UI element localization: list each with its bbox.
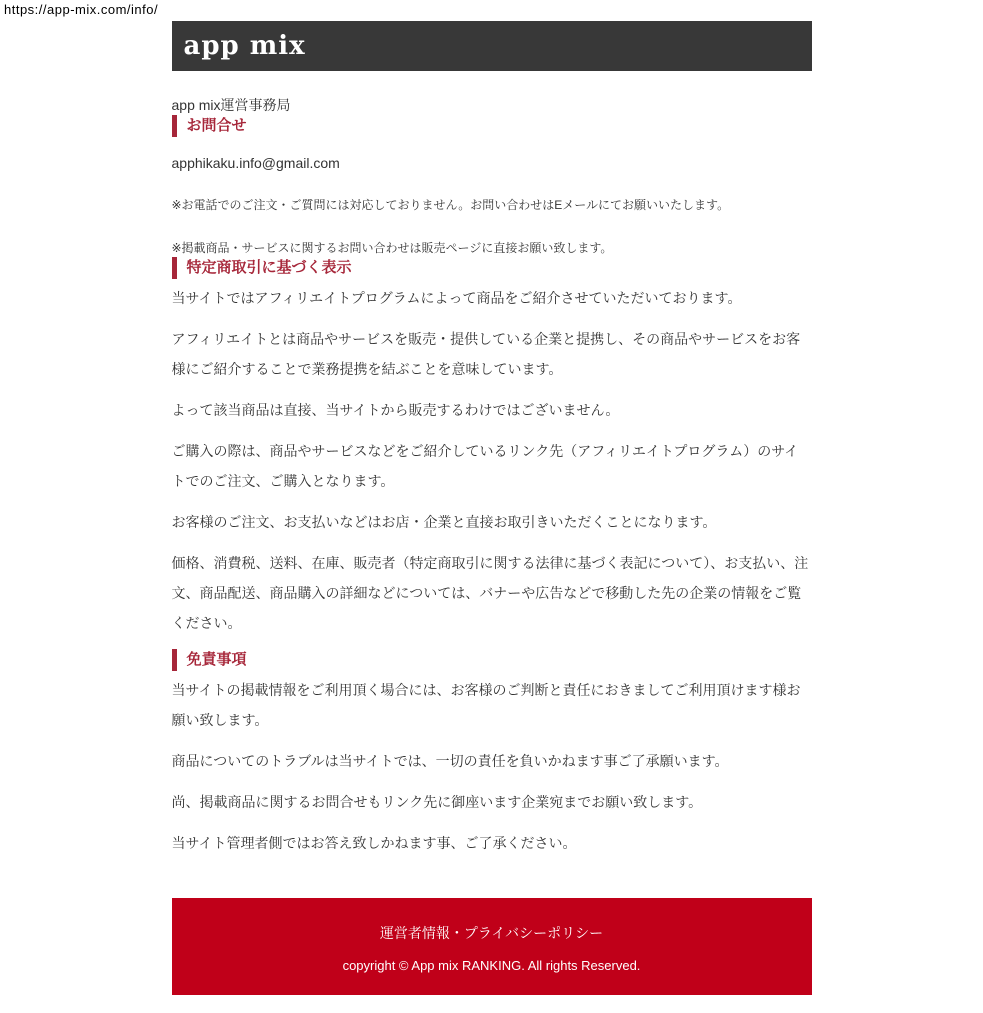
site-title-link[interactable]: app mix bbox=[183, 31, 306, 61]
disclaimer-body bbox=[172, 675, 812, 858]
contact-note: ※お電話でのご注文・ご質問には対応しておりません。お問い合わせはEメールにてお願いいたします。 bbox=[171, 198, 730, 212]
section-heading-disclaimer: 免責事項 bbox=[172, 649, 812, 671]
paragraph: 尚、掲載商品に関するお問合せもリンク先に御座います企業宛までお願い致します。 bbox=[171, 793, 703, 810]
paragraph: 価格、消費税、送料、在庫、販売者（特定商取引に関する法律に基づく表記について）、お支払い、注文、商品配送、商品購入の詳細などについては、バナーや広告などで移動した先の企業の情報をご覧ください。 bbox=[171, 554, 809, 631]
contact-email-text: apphikaku.info@gmail.com bbox=[171, 155, 340, 171]
paragraph: ご購入の際は、商品やサービスなどをご紹介しているリンク先（アフィリエイトプログラム）のサイトでのご注文、ご購入となります。 bbox=[171, 442, 799, 489]
page-container bbox=[172, 0, 812, 995]
section-heading-contact: お問合せ bbox=[172, 115, 812, 137]
paragraph: アフィリエイトとは商品やサービスを販売・提供している企業と提携し、その商品やサービスをお客様にご紹介することで業務提携を結ぶことを意味しています。 bbox=[171, 330, 801, 377]
legal-notice-body bbox=[172, 283, 812, 638]
site-footer bbox=[172, 898, 812, 995]
paragraph: お客様のご注文、お支払いなどはお店・企業と直接お取引きいただくことになります。 bbox=[171, 513, 717, 530]
paragraph: よって該当商品は直接、当サイトから販売するわけではございません。 bbox=[171, 401, 620, 418]
paragraph: 当サイトの掲載情報をご利用頂く場合には、お客様のご判断と責任におきましてご利用頂けます様お願い致します。 bbox=[171, 681, 801, 728]
footer-copyright-text: copyright © App mix RANKING. All rights Reserved. bbox=[342, 957, 641, 973]
browser-url-caption: https://app-mix.com/info/ bbox=[4, 2, 159, 17]
footer-privacy-policy-link[interactable]: 運営者情報・プライバシーポリシー bbox=[379, 924, 604, 941]
operator-name-text: app mix運営事務局 bbox=[171, 97, 291, 113]
section-heading-legal-notice: 特定商取引に基づく表示 bbox=[172, 257, 812, 279]
contact-note: ※掲載商品・サービスに関するお問い合わせは販売ページに直接お願い致します。 bbox=[171, 240, 613, 255]
paragraph: 当サイトではアフィリエイトプログラムによって商品をご紹介させていただいております。 bbox=[171, 289, 742, 306]
site-header bbox=[172, 21, 812, 71]
paragraph: 商品についてのトラブルは当サイトでは、一切の責任を負いかねます事ご了承願います。 bbox=[171, 752, 729, 769]
paragraph: 当サイト管理者側ではお答え致しかねます事、ご了承ください。 bbox=[171, 834, 577, 851]
